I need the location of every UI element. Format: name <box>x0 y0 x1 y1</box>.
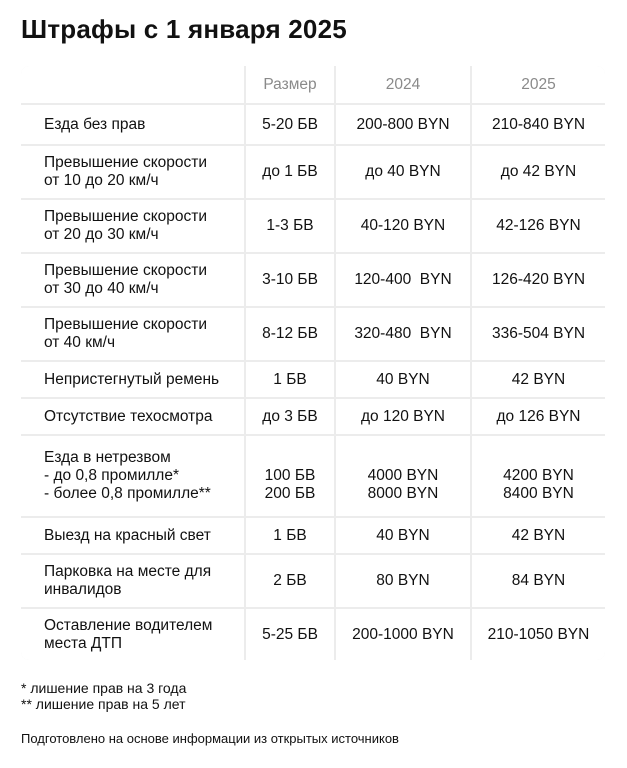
fine-2024-cell: 80 BYN <box>336 555 470 607</box>
fine-2025-cell: 210-1050 BYN <box>472 609 605 660</box>
table-row <box>21 436 605 516</box>
fine-2025-cell: 4200 BYN 8400 BYN <box>472 436 605 516</box>
fine-2024-cell: 320-480 BYN <box>336 308 470 360</box>
offense-cell: Отсутствие техосмотра <box>21 399 244 434</box>
table-row <box>21 609 605 660</box>
offense-cell: Выезд на красный свет <box>21 518 244 553</box>
fine-2024-cell: 200-800 BYN <box>336 105 470 144</box>
size-cell: 1 БВ <box>246 362 334 397</box>
header-cell-offense <box>21 66 244 103</box>
fine-2024-cell: 40 BYN <box>336 362 470 397</box>
table-row <box>21 254 605 306</box>
fine-2025-cell: 336-504 BYN <box>472 308 605 360</box>
header-cell-2024: 2024 <box>336 66 470 103</box>
offense-cell: Превышение скорости от 20 до 30 км/ч <box>21 200 244 252</box>
footnote: ** лишение прав на 5 лет <box>21 696 186 712</box>
offense-cell: Непристегнутый ремень <box>21 362 244 397</box>
size-cell: до 1 БВ <box>246 146 334 198</box>
size-cell: 1-3 БВ <box>246 200 334 252</box>
size-cell: 3-10 БВ <box>246 254 334 306</box>
table-row <box>21 146 605 198</box>
size-cell: 2 БВ <box>246 555 334 607</box>
size-cell: 5-20 БВ <box>246 105 334 144</box>
table-row <box>21 362 605 397</box>
fines-table <box>21 66 605 660</box>
offense-cell: Превышение скорости от 10 до 20 км/ч <box>21 146 244 198</box>
size-cell: до 3 БВ <box>246 399 334 434</box>
fine-2025-cell: 42-126 BYN <box>472 200 605 252</box>
header-cell-size: Размер <box>246 66 334 103</box>
table-row <box>21 105 605 144</box>
size-cell: 100 БВ 200 БВ <box>246 436 334 516</box>
offense-cell: Превышение скорости от 40 км/ч <box>21 308 244 360</box>
fine-2025-cell: 84 BYN <box>472 555 605 607</box>
fine-2024-cell: 40-120 BYN <box>336 200 470 252</box>
fine-2025-cell: до 42 BYN <box>472 146 605 198</box>
offense-cell: Парковка на месте для инвалидов <box>21 555 244 607</box>
offense-cell: Езда в нетрезвом - до 0,8 промилле* - более 0,8 промилле** <box>21 436 244 516</box>
footnote: * лишение прав на 3 года <box>21 680 187 696</box>
header-cell-2025: 2025 <box>472 66 605 103</box>
footnotes <box>21 680 186 712</box>
offense-cell: Езда без прав <box>21 105 244 144</box>
table-row <box>21 555 605 607</box>
fine-2024-cell: до 120 BYN <box>336 399 470 434</box>
fine-2024-cell: до 40 BYN <box>336 146 470 198</box>
fine-2024-cell: 200-1000 BYN <box>336 609 470 660</box>
fine-2025-cell: до 126 BYN <box>472 399 605 434</box>
source-note: Подготовлено на основе информации из открытых источников <box>21 731 399 746</box>
page-title: Штрафы с 1 января 2025 <box>21 14 347 44</box>
table-row <box>21 308 605 360</box>
table-header-row <box>21 66 605 103</box>
fine-2024-cell: 40 BYN <box>336 518 470 553</box>
size-cell: 5-25 БВ <box>246 609 334 660</box>
fine-2025-cell: 126-420 BYN <box>472 254 605 306</box>
fine-2025-cell: 42 BYN <box>472 362 605 397</box>
size-cell: 1 БВ <box>246 518 334 553</box>
fine-2025-cell: 42 BYN <box>472 518 605 553</box>
fine-2024-cell: 120-400 BYN <box>336 254 470 306</box>
size-cell: 8-12 БВ <box>246 308 334 360</box>
fine-2025-cell: 210-840 BYN <box>472 105 605 144</box>
fine-2024-cell: 4000 BYN 8000 BYN <box>336 436 470 516</box>
table-row <box>21 518 605 553</box>
table-row <box>21 200 605 252</box>
table-row <box>21 399 605 434</box>
offense-cell: Превышение скорости от 30 до 40 км/ч <box>21 254 244 306</box>
offense-cell: Оставление водителем места ДТП <box>21 609 244 660</box>
